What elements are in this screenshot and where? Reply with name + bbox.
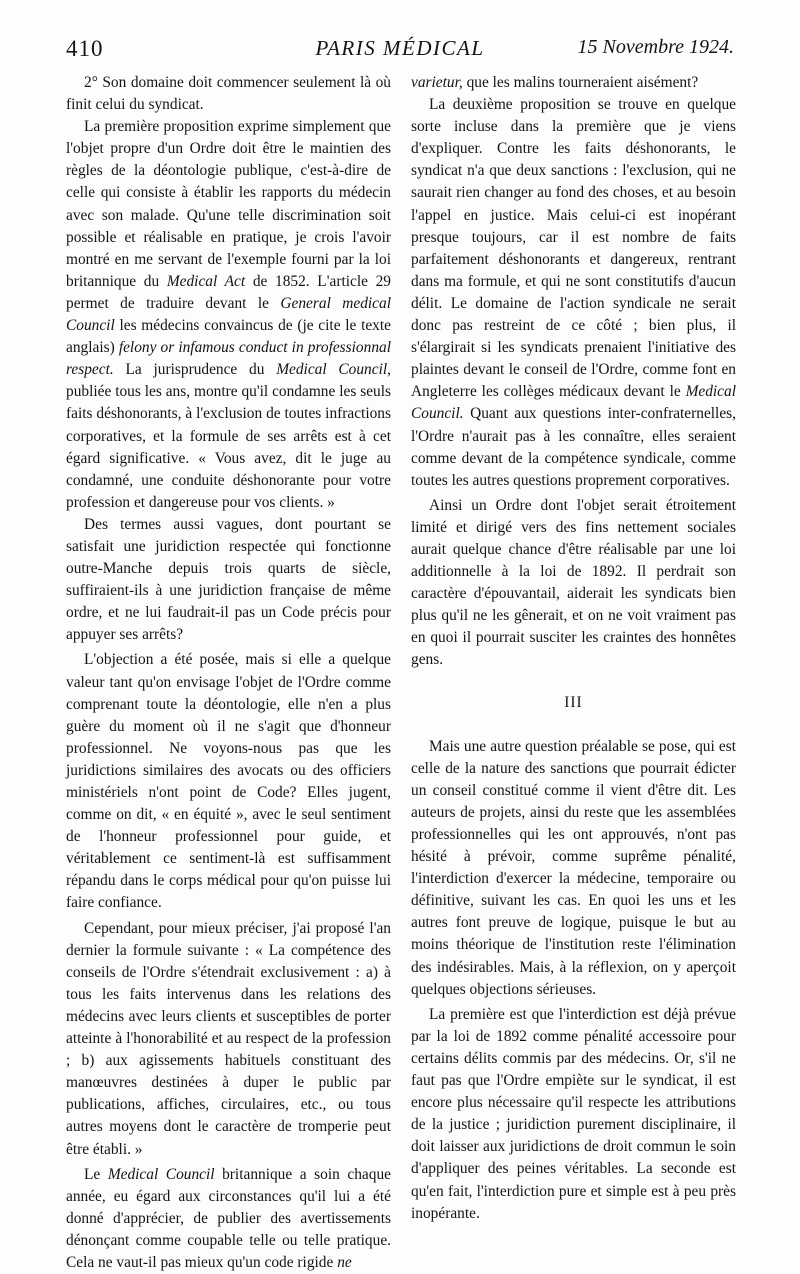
text-run: les médecins convaincus de (je cite le texte anglais) xyxy=(66,317,391,357)
italic-text: General medical Council xyxy=(66,294,391,335)
text-run: que les malins tourneraient aisément? xyxy=(462,74,699,91)
page-number: 410 xyxy=(66,36,104,61)
italic-text: Medical Council xyxy=(107,1165,215,1183)
text-run: La première proposition exprime simplement que l'objet propre d'un Ordre doit être le maintien des règles de la déontologie publique, c'est-à-dire de celle qui consiste à établir les rapports du médecin avec son malade. Qu'une telle discrimination soit possible et réalisable en pratique, je crois l'avoir montré en me servant de l'exemple fourni par la loi britannique du xyxy=(66,118,391,290)
paragraph xyxy=(66,1164,391,1274)
section-heading: III xyxy=(564,693,583,711)
paragraph: La première est que l'interdiction est déjà prévue par la loi de 1892 comme pénalité accessoire pour certains délits commis par des médecins. Or, s'il ne faut pas que l'Ordre empiète sur le syndicat, il est encore plus nécessaire qu'il respecte les attributions de la justice ; juridiction purement disciplinaire, il doit laisser aux juridictions de droit commun le soin d'appliquer des peines véritables. La seconde est qu'en fait, l'interdiction pure et simple est à peu près inopérante. xyxy=(411,1005,736,1222)
text-run: Le xyxy=(84,1165,108,1183)
text-run: La deuxième proposition se trouve en quelque sorte incluse dans la première que je viens d'expliquer. Contre les faits déshonorants, le syndicat n'a que deux sanctions : l'exclusion, qui ne saurait rien changer au fond des choses, et au besoin l'appel en justice. Mais celui-ci est inopérant presque toujours, car il est nombre de faits parfaitement déshonorants et dangereux, rentrant dans ma formule, et qui ne sont constitutifs d'aucun délit. Le domaine de l'action syndicale ne serait donc pas restreint de ce côté ; bien plus, il s'élargirait si les syndicats prenaient l'initiative des plaintes devant le conseil de l'Ordre, comme font en Angleterre les collèges médicaux devant le xyxy=(411,96,736,401)
italic-text: ne xyxy=(337,1253,352,1271)
paragraph: Des termes aussi vagues, dont pourtant se satisfait une juridiction respectée qui fonctionne outre-Manche depuis trois quarts de siècle, suffiraient-ils à une juridiction française de même ordre, et ne lui faudrait-il pas un Code précis pour appuyer ses arrêts? xyxy=(66,515,391,644)
right-column xyxy=(411,72,736,1225)
journal-title: PARIS MÉDICAL xyxy=(315,36,485,60)
paragraph xyxy=(411,72,736,94)
text-run: La jurisprudence du xyxy=(113,361,277,379)
issue-date: 15 Novembre 1924. xyxy=(577,36,734,58)
italic-text: felony or infamous conduct in professionnal respect. xyxy=(66,339,391,379)
text-run: , publiée tous les ans, montre qu'il condamne les seuls faits déshonorants, à l'exclusion de toutes infractions corporatives, et la formule de ses arrêts est à cet égard significative. « Vous avez, dit le juge au condamné, une conduite déshonorante pour votre profession et dangereuse pour vos clients. » xyxy=(66,361,391,511)
paragraph xyxy=(66,116,391,514)
italic-text: Medical Council xyxy=(276,361,388,379)
page-header xyxy=(66,36,734,66)
italic-text: varietur, xyxy=(411,74,463,91)
paragraph: Mais une autre question préalable se pose, qui est celle de la nature des sanctions que pourrait édicter un conseil constitué comme il vient d'être dit. Les auteurs de projets, ainsi du reste que les assemblées professionnelles qui les ont approuvés, n'ont pas hésité à prévoir, comme suprême pénalité, l'interdiction d'exercer la médecine, temporaire ou définitive, suivant les cas. En quoi les uns et les autres font preuve de logique, puisque le but au moins théorique de l'institution reste l'élimination des indésirables. Mais, à la réflexion, on y aperçoit quelques objections sérieuses. xyxy=(411,737,736,998)
paragraph: Cependant, pour mieux préciser, j'ai proposé l'an dernier la formule suivante : « La compétence des conseils de l'Ordre s'étendrait exclusivement : a) à tous les faits intervenus dans les relations des médecins avec leurs clients et susceptibles de porter atteinte à l'honorabilité et au respect de la profession ; b) aux agissements habituels constituant des manœuvres destinées à duper le public par publications, affiches, circulaires, etc., ou tous autres moyens dont le caractère de tromperie peut être établi. » xyxy=(66,919,391,1158)
paragraph: 2° Son domaine doit commencer seulement là où finit celui du syndicat. xyxy=(66,74,391,114)
left-column xyxy=(66,72,391,1274)
italic-text: Medical Council. xyxy=(411,383,736,423)
paragraph xyxy=(411,94,736,492)
paragraph: Ainsi un Ordre dont l'objet serait étroitement limité et dirigé vers des fins nettement sociales aurait quelque chance d'être réalisable par une loi additionnelle à la loi de 1892. Il perdrait son caractère d'épouvantail, aiderait les syndicats bien plus qu'il ne les gênerait, et on ne voit vraiment pas en quoi il pourrait susciter les craintes des honnêtes gens. xyxy=(411,496,736,669)
text-run: de 1852. L'article 29 permet de traduire devant le xyxy=(66,272,391,312)
text-run: britannique a soin chaque année, eu égard aux circonstances qu'il lui a été donné d'apprécier, de publier des avertissements dénonçant comme coupable telle ou telle pratique. Cela ne vaut-il pas mieux qu'un code rigide xyxy=(66,1165,391,1271)
paragraph: L'objection a été posée, mais si elle a quelque valeur tant qu'on envisage l'objet de l'Ordre comme comprenant toute la déontologie, elle n'en a plus guère du moment où il ne s'agit que d'honneur professionnel. Ne voyons-nous pas que les juridictions similaires des avocats ou des officiers ministériels n'ont point de Code? Elles jugent, comme on dit, « en équité », avec le seul sentiment de l'honneur professionnel pour guide, et véritablement ce sentiment-là est suffisamment répandu dans le corps médical pour qu'on puisse lui faire confiance. xyxy=(66,651,391,912)
text-run: Quant aux questions inter-confraternelles, l'Ordre n'aurait pas à les connaître, elles seraient comme devant de la compétence syndicale, comme toutes les autres questions proprement corporatives. xyxy=(411,405,736,489)
italic-text: Medical Act xyxy=(166,272,246,290)
